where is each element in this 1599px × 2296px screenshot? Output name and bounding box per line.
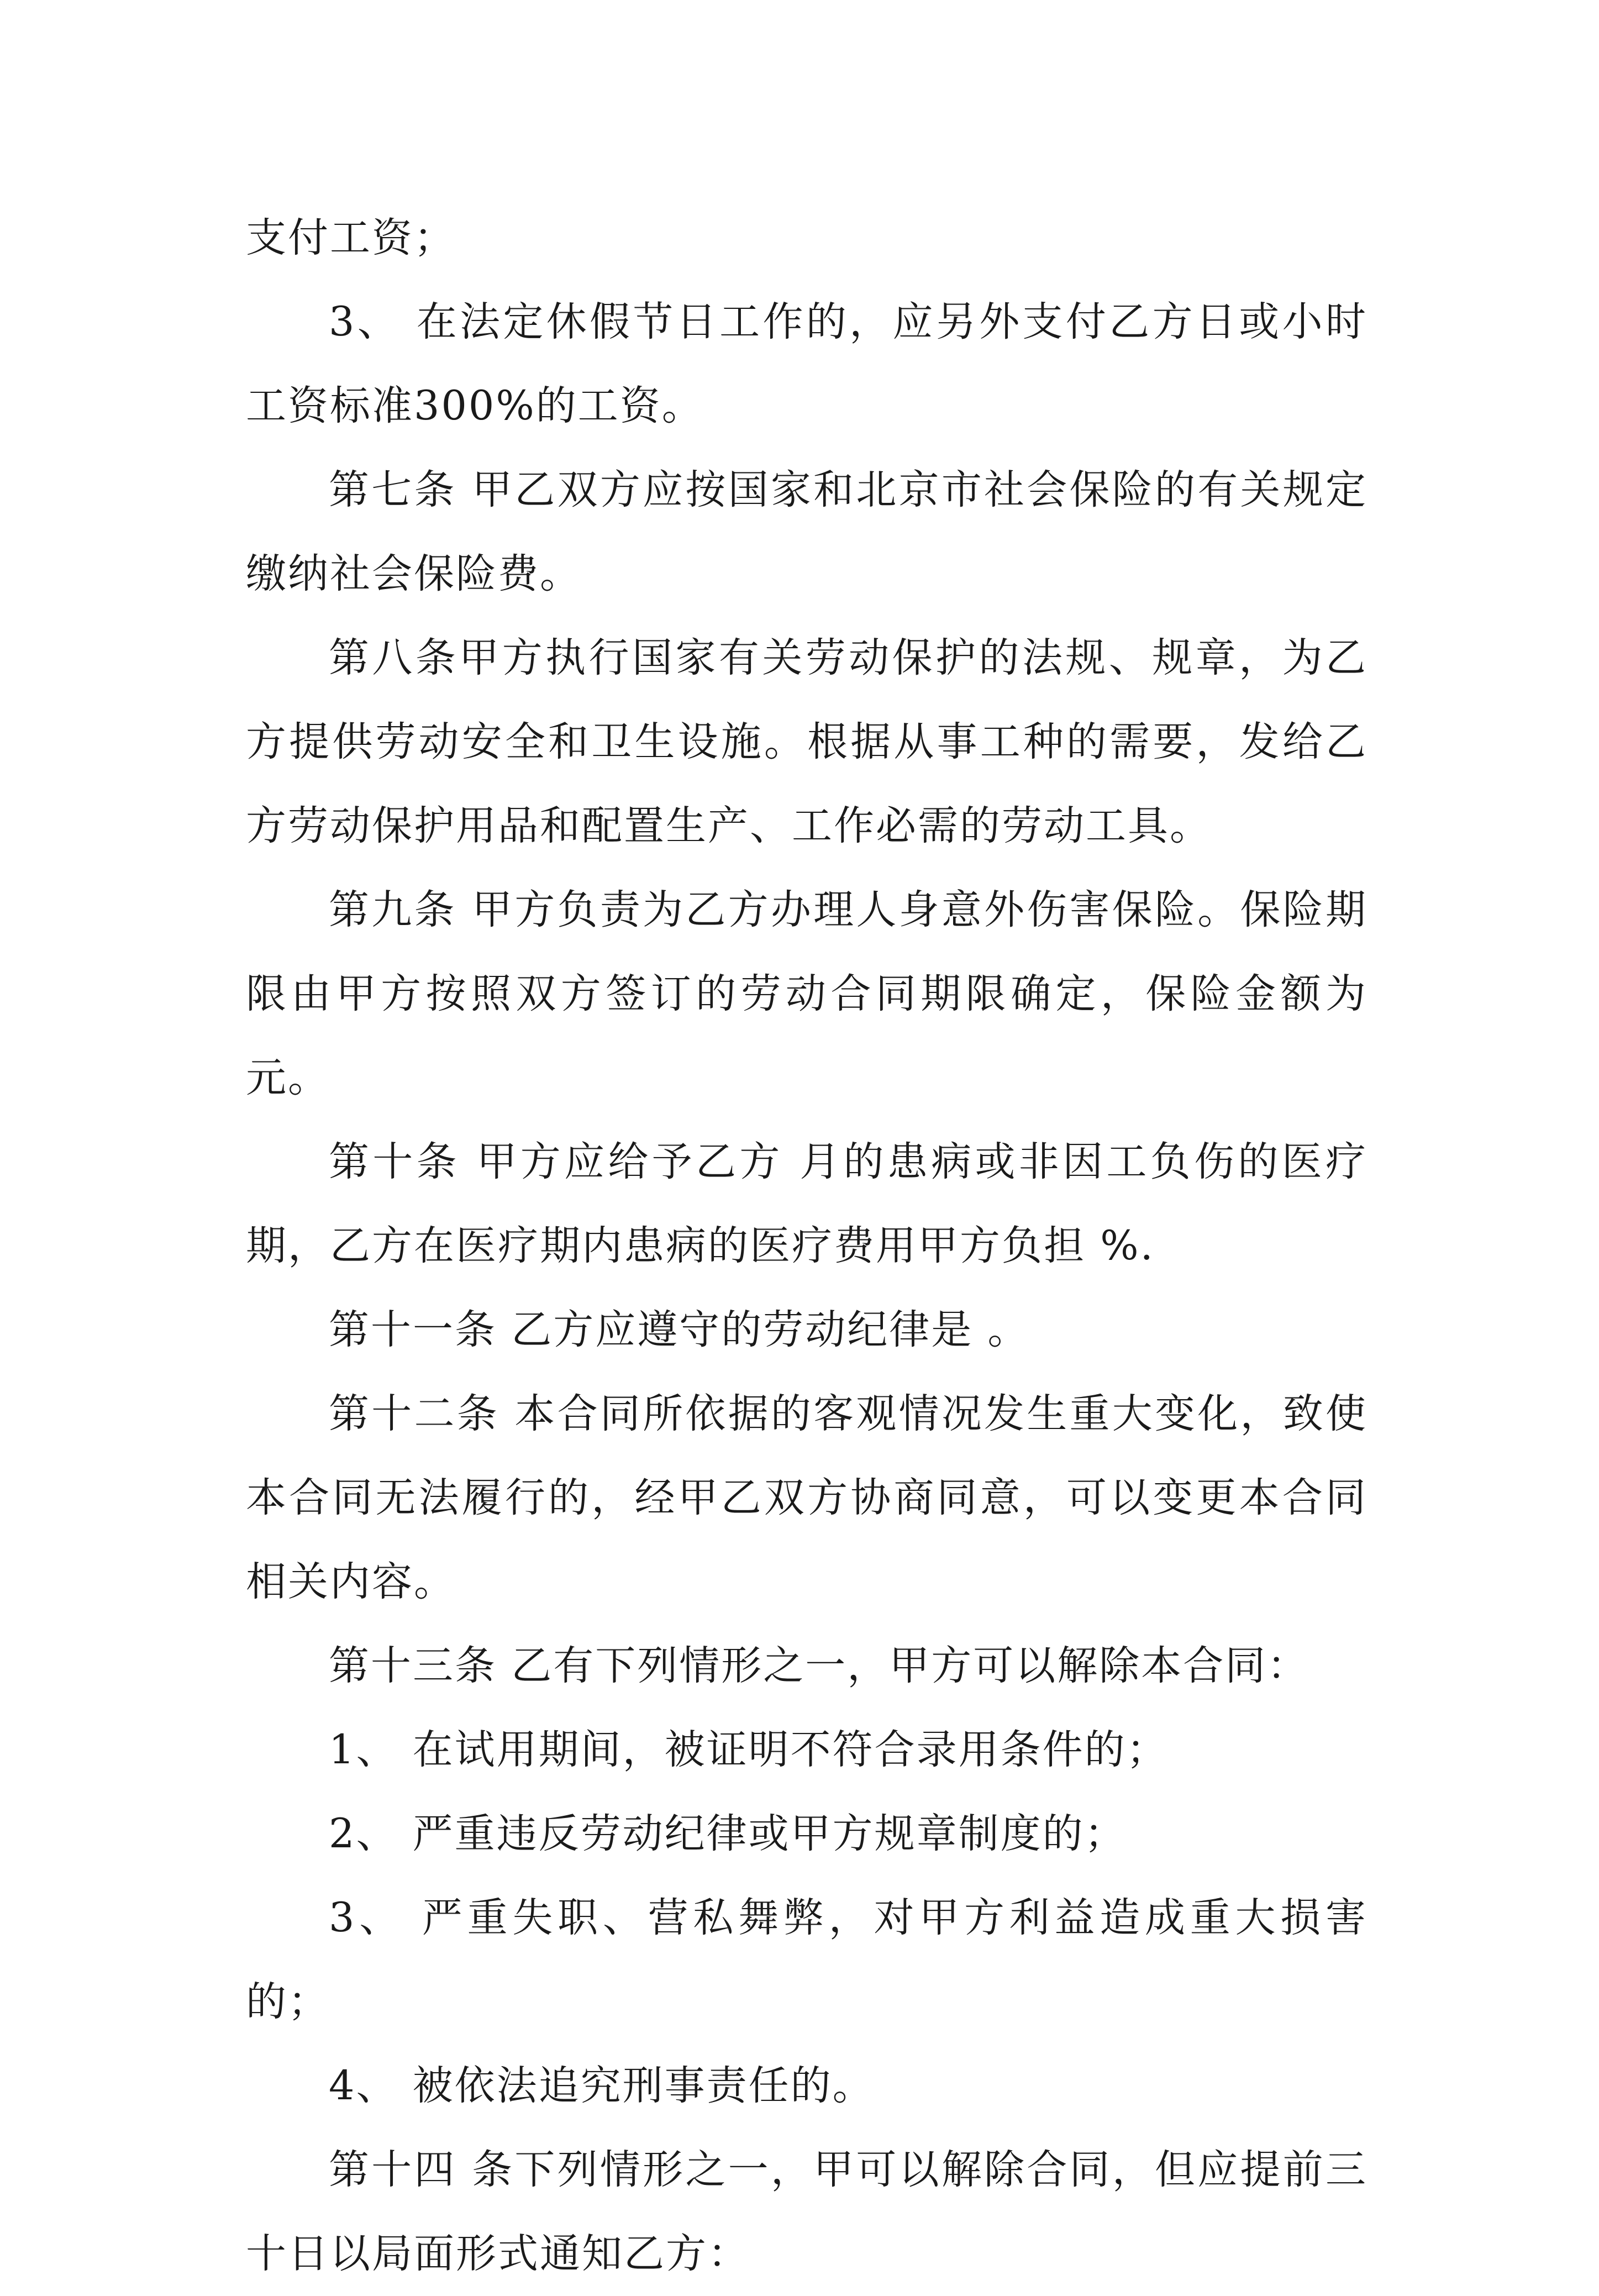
paragraph-article-12: 第十二条 本合同所依据的客观情况发生重大变化，致使本合同无法履行的，经甲乙双方协商同意，可以变更本合同相关内容。 bbox=[246, 1390, 1367, 1605]
list-item-4: 4、 被依法追究刑事责任的。 bbox=[329, 2062, 875, 2109]
paragraph-article-10: 第十条 甲方应给予乙方 月的患病或非因工负伤的医疗期，乙方在医疗期内患病的医疗费用甲方负担 %. bbox=[246, 1138, 1367, 1269]
paragraph-article-7: 第七条 甲乙双方应按国家和北京市社会保险的有关规定缴纳社会保险费。 bbox=[246, 466, 1367, 597]
paragraph-article-9: 第九条 甲方负责为乙方办理人身意外伤害保险。保险期限由甲方按照双方签订的劳动合同期限确定，保险金额为元。 bbox=[246, 886, 1367, 1101]
list-item-1: 1、 在试用期间，被证明不符合录用条件的； bbox=[329, 1726, 1169, 1773]
list-item-3: 3、 严重失职、营私舞弊，对甲方利益造成重大损害的； bbox=[246, 1894, 1367, 2025]
paragraph-pay-wages: 支付工资； bbox=[246, 214, 456, 261]
paragraph-holiday-pay: 3、 在法定休假节日工作的，应另外支付乙方日或小时工资标准300%的工资。 bbox=[246, 298, 1367, 429]
paragraph-article-14: 第十四 条下列情形之一，甲可以解除合同，但应提前三十日以局面形式通知乙方： bbox=[246, 2146, 1367, 2277]
paragraph-article-13: 第十三条 乙有下列情形之一，甲方可以解除本合同： bbox=[329, 1642, 1309, 1689]
paragraph-article-11: 第十一条 乙方应遵守的劳动纪律是 。 bbox=[329, 1306, 1030, 1353]
list-item-2: 2、 严重违反劳动纪律或甲方规章制度的； bbox=[329, 1810, 1127, 1857]
paragraph-article-8: 第八条甲方执行国家有关劳动保护的法规、规章，为乙方提供劳动安全和卫生设施。根据从事工种的需要，发给乙方劳动保护用品和配置生产、工作必需的劳动工具。 bbox=[246, 634, 1367, 849]
document-body bbox=[246, 196, 1367, 2296]
